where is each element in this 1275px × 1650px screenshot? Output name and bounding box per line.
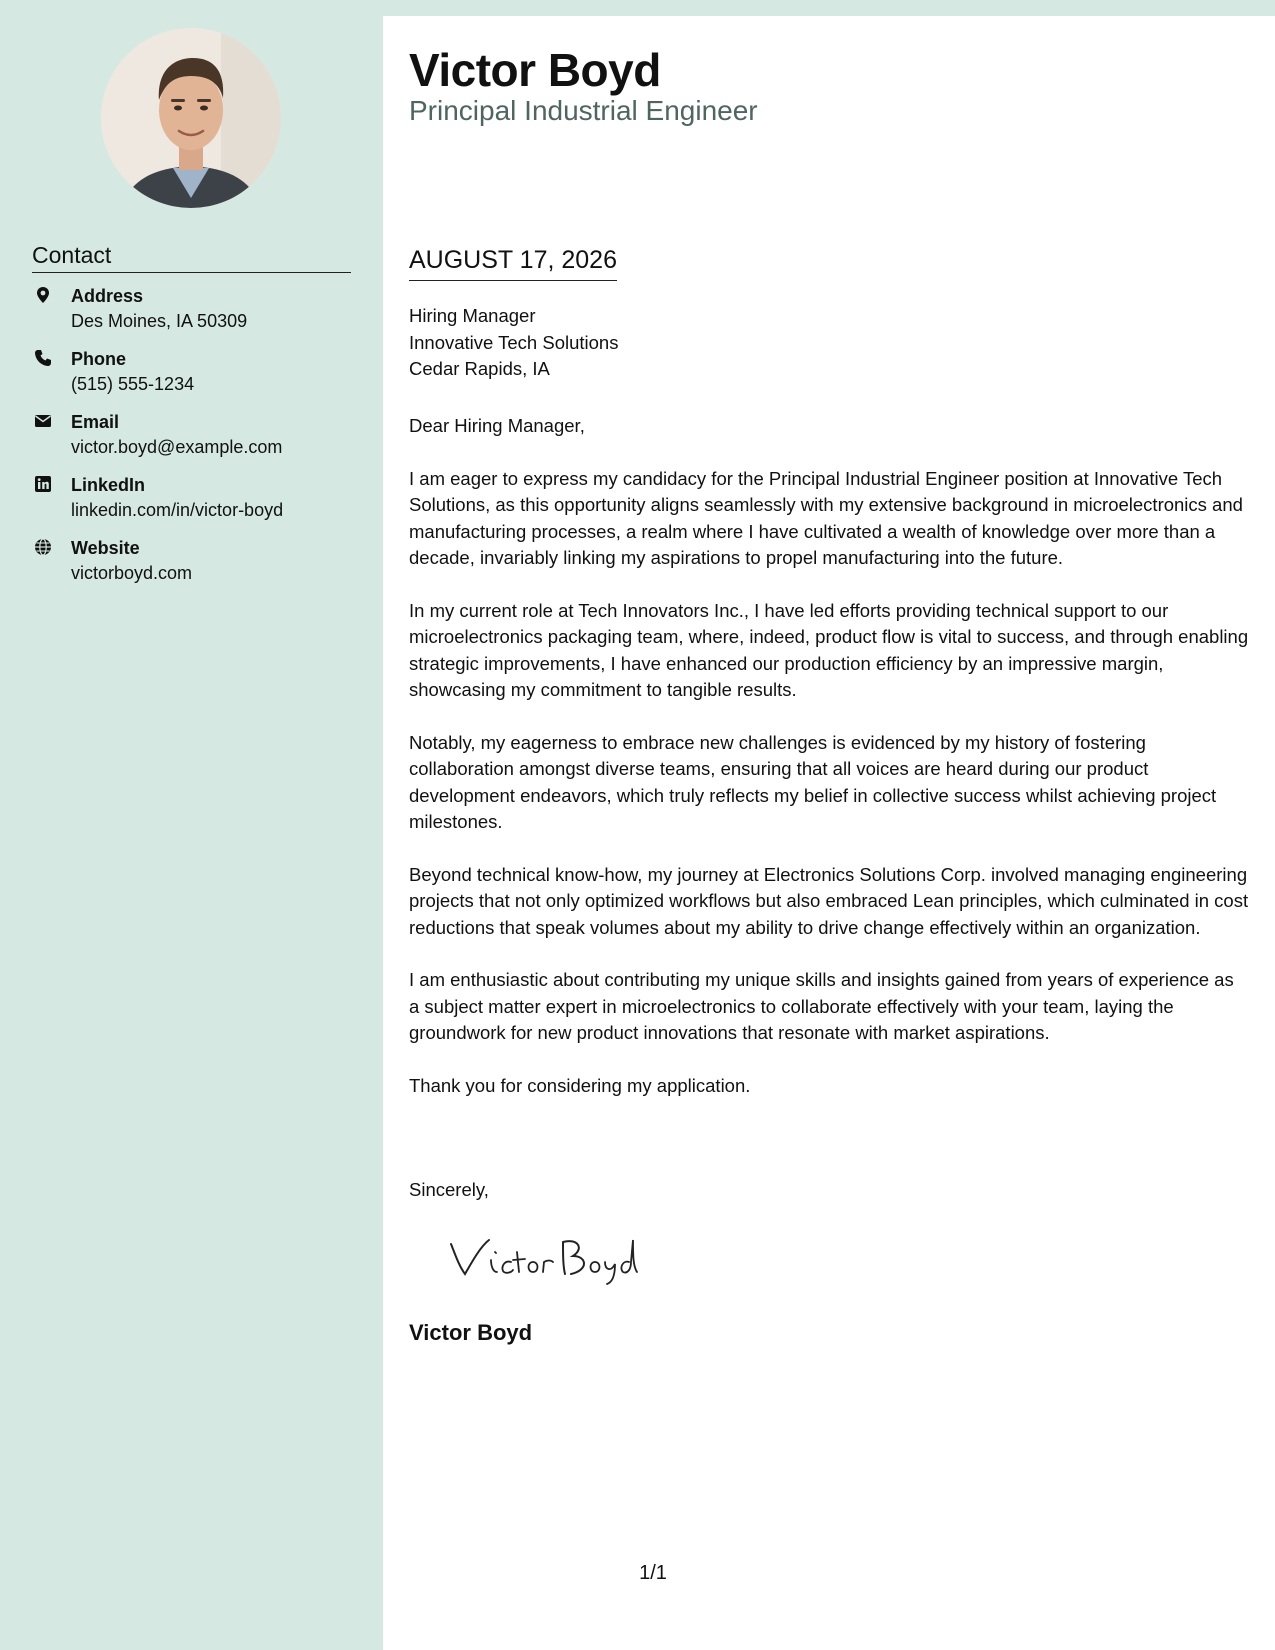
letter-paragraph: I am eager to express my candidacy for the Principal Industrial Engineer position at Innovative Tech Solutions, as this opportunity aligns seamlessly with my extensive background in microelectronics and manufacturing processes, a realm where I have cultivated a wealth of knowledge over more than a decade, invariably linking my aspirations to propel manufacturing into the future. <box>409 467 1243 569</box>
letter-paragraph: In my current role at Tech Innovators Inc., I have led efforts providing technical support to our microelectronics packaging team, where, indeed, product flow is vital to success, and through enabling strategic improvements, I have enhanced our production efficiency by an impressive margin, showcasing my commitment to tangible results. <box>409 599 1249 701</box>
contact-heading: Contact <box>32 240 351 273</box>
letter-paragraph: Notably, my eagerness to embrace new challenges is evidenced by my history of fostering collaboration amongst diverse teams, ensuring that all voices are heard during our product development endeavors, which truly reflects my belief in collective success whilst achieving project milestones. <box>409 731 1217 833</box>
contact-value: victorboyd.com <box>71 563 193 583</box>
map-pin-icon <box>34 286 52 304</box>
phone-icon <box>34 349 52 367</box>
recipient-line: Hiring Manager <box>409 305 536 326</box>
letter-body <box>409 413 1249 1126</box>
letter-main <box>383 16 1275 1650</box>
contact-label: Phone <box>71 349 127 369</box>
profile-photo-illustration <box>101 28 281 208</box>
contact-value: victor.boyd@example.com <box>71 437 283 457</box>
header-job-title: Principal Industrial Engineer <box>409 95 758 126</box>
sidebar <box>0 0 383 1650</box>
letter-paragraph: I am enthusiastic about contributing my unique skills and insights gained from years of experience as a subject matter expert in microelectronics to collaborate effectively with your team, laying the groundwork for new product innovations that resonate with market aspirations. <box>409 969 1234 1044</box>
contact-label: Website <box>71 538 140 558</box>
closing: Sincerely, <box>409 1179 489 1200</box>
header-name: Victor Boyd <box>409 44 661 96</box>
contact-label: Address <box>71 286 144 306</box>
page-number: 1/1 <box>639 1562 667 1584</box>
contact-value: Des Moines, IA 50309 <box>71 311 248 331</box>
letter-paragraph: Thank you for considering my application. <box>409 1075 751 1097</box>
contact-item-website <box>32 536 362 599</box>
globe-icon <box>34 538 52 556</box>
contact-item-email <box>32 410 362 473</box>
letter-date: AUGUST 17, 2026 <box>409 244 617 281</box>
contact-list <box>32 284 362 599</box>
handwritten-signature <box>445 1230 645 1286</box>
contact-label: LinkedIn <box>71 475 146 495</box>
contact-value: linkedin.com/in/victor-boyd <box>71 500 284 520</box>
recipient-block <box>409 303 618 383</box>
linkedin-icon <box>34 475 52 493</box>
contact-item-phone <box>32 347 362 410</box>
letter-paragraph: Beyond technical know-how, my journey at Electronics Solutions Corp. involved managing engineering projects that not only optimized workflows but also embraced Lean principles, which culminated in cost reductions that speak volumes about my ability to drive change effectively within an organization. <box>409 863 1249 938</box>
contact-item-address <box>32 284 362 347</box>
profile-photo <box>101 28 281 208</box>
envelope-icon <box>34 412 52 430</box>
contact-label: Email <box>71 412 120 432</box>
recipient-line: Innovative Tech Solutions <box>409 331 619 353</box>
contact-item-linkedin <box>32 473 362 536</box>
recipient-line: Cedar Rapids, IA <box>409 358 550 379</box>
signed-name: Victor Boyd <box>409 1320 533 1345</box>
contact-value: (515) 555-1234 <box>71 374 195 394</box>
salutation: Dear Hiring Manager, <box>409 415 585 436</box>
signature-image <box>445 1230 645 1286</box>
